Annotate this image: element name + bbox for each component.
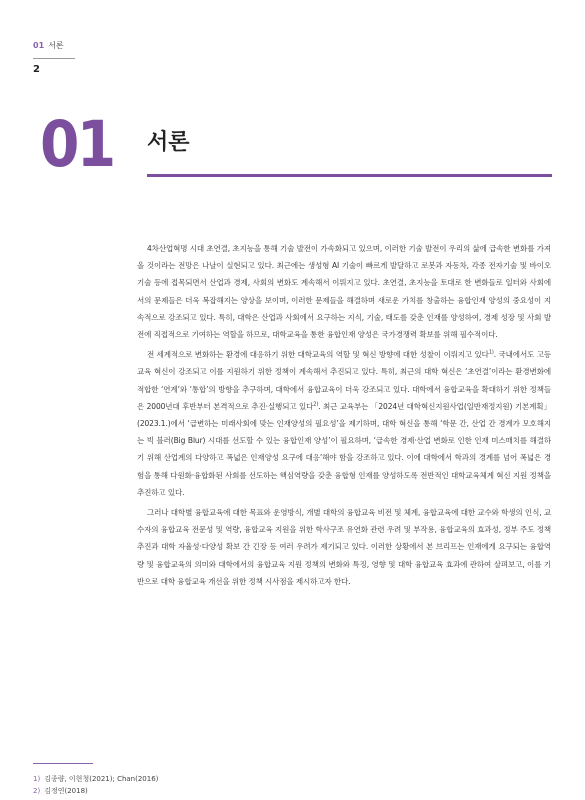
chapter-title: 서론 (147, 130, 190, 155)
paragraph-text: 전 세계적으로 변화하는 환경에 대응하기 위한 대학교육의 역할 및 혁신 방향에 대한 성찰이 이뤄지고 있다 (147, 350, 489, 360)
footnote-number: 1) (33, 775, 41, 783)
running-header (33, 40, 93, 76)
running-header-section-title: 서론 (48, 41, 64, 50)
page-number: 2 (33, 64, 40, 75)
paragraph-text: 그러나 대학별 융합교육에 대한 목표와 운영방식, 개별 대학의 융합교육 비전 및 체계, 융합교육에 대한 교수와 학생의 인식, 교수자의 융합교육 전문성 및 역량, 융합교육 지원을 위한 학사구조 유연화 관련 우려 및 부작용, 융합교육의 효과성, 정부 주도 정책 추진과 대학 자율성·다양성 확보 간 긴장 등 여러 우려가 제기되고 있다. 이러한 상황에서 본 브리프는 인재에게 요구되는 융합역량 및 융합교육의 의미와 대학에서의 융합교육 지원 정책의 변화와 특징, 영향 및 대학 융합교육 효과에 관하여 살펴보고, 이를 기반으로 대학 융합교육 개선을 위한 정책 시사점을 제시하고자 한다. (137, 508, 551, 586)
chapter-number: 01 (40, 108, 114, 181)
body-text (137, 240, 551, 590)
footnote (33, 785, 333, 797)
footnote-divider (33, 763, 93, 764)
body-paragraph (137, 346, 551, 501)
footnote-reference: 1) (488, 349, 494, 356)
footnote (33, 773, 333, 785)
paragraph-text: . 국내에서도 고등교육 혁신이 강조되고 이를 지원하기 위한 정책이 계속해서 추진되고 있다. 특히, 최근의 대학 혁신은 ‘초연결’이라는 환경변화에 적합한 ‘연계’와 ‘통합’의 방향을 추구하며, 대학에서 융합교육이 더욱 강조되고 있다. 대학에서 융합교육을 확대하기 위한 정책들은 2000년대 후반부터 본격적으로 추진·실행되고 있다 (137, 350, 551, 411)
body-paragraph (137, 504, 551, 590)
footnote-reference: 2) (313, 401, 319, 408)
footnote-text: 김종량, 이현청(2021); Chan(2016) (44, 775, 159, 783)
footnotes (33, 763, 333, 797)
running-header-section-number: 01 (33, 41, 45, 50)
chapter-title-underline (147, 174, 552, 177)
footnote-number: 2) (33, 787, 41, 795)
body-paragraph (137, 240, 551, 343)
footnote-text: 김정연(2018) (44, 787, 88, 795)
paragraph-text: 4차산업혁명 시대 초연결, 초지능을 통해 기술 발전이 가속화되고 있으며, 이러한 기술 발전이 우리의 삶에 급속한 변화를 가져올 것이라는 전망은 나날이 실현되고 있다. 최근에는 생성형 AI 기술이 빠르게 발달하고 로봇과 자동차, 각종 전자기술 및 바이오기술 등에 접목되면서 산업과 경제, 사회의 변화도 계속해서 이뤄지고 있다. 초연결, 초지능을 토대로 한 변화들로 일터와 사회에서의 문제들은 더욱 복잡해지는 양상을 보이며, 이러한 문제들을 해결하며 새로운 가치를 창출하는 융합인재 양성의 중요성이 지속적으로 강조되고 있다. 특히, 대학은 산업과 사회에서 요구하는 지식, 기술, 태도를 갖춘 인재를 양성하여, 경제 성장 및 사회 발전에 직접적으로 기여하는 역할을 하므로, 대학교육을 통한 융합인재 양성은 국가경쟁력 확보를 위해 필수적이다. (137, 244, 551, 340)
running-header-divider (33, 58, 75, 59)
running-header-section (33, 40, 93, 52)
paragraph-text: . 최근 교육부는 「2024년 대학혁신지원사업(일반재정지원) 기본계획」(2023.1.)에서 ‘급변하는 미래사회에 맞는 인재양성의 필요성’을 제기하며, 대학 혁신을 통해 ‘학문 간, 산업 간 경계가 모호해지는 빅 블러(Big Blur) 시대를 선도할 수 있는 융합인재 양성’이 필요하며, ‘급속한 경제·산업 변화로 인한 인재 미스매치를 해결하기 위해 산업계의 다양하고 폭넓은 인재양성 요구에 대응’해야 함을 강조하고 있다. 이에 대학에서 학과의 경계를 넘어 폭넓은 경험을 통해 다원화·융합화된 사회를 선도하는 핵심역량을 갖춘 융합형 인재를 양성하도록 전반적인 대학교육체계 혁신 지원 정책을 추진하고 있다. (137, 401, 551, 497)
